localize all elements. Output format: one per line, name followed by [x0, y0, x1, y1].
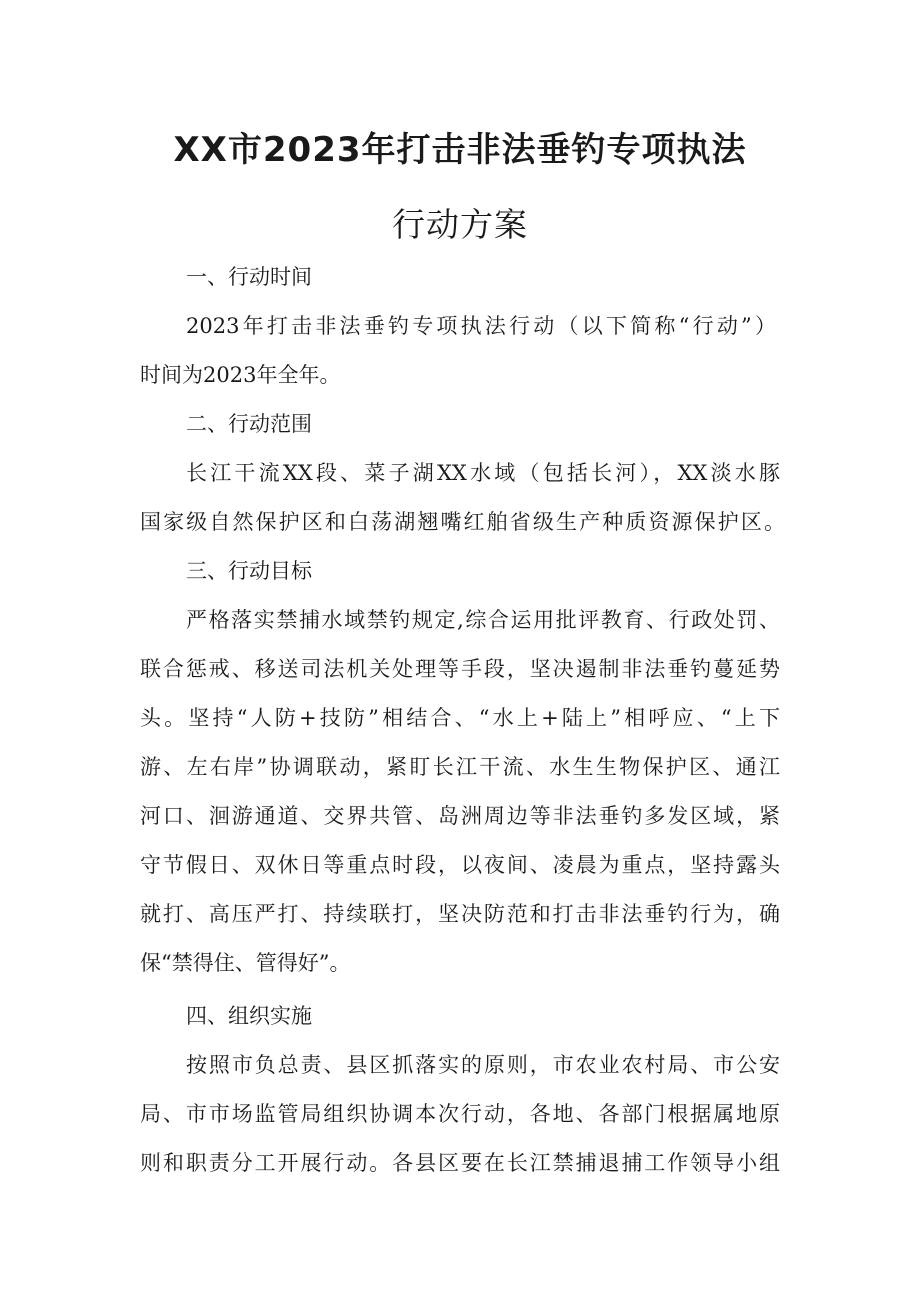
section-heading-time: 一、行动时间 [186, 265, 312, 289]
paragraph-line: 游、左右岸”协调联动，紧盯长江干流、水生生物保护区、通江 [140, 755, 780, 779]
paragraph-line: 守节假日、双休日等重点时段，以夜间、凌晨为重点，坚持露头 [140, 853, 780, 877]
paragraph-line: 国家级自然保护区和白荡湖翘嘴红舶省级生产种质资源保护区。 [140, 510, 785, 534]
paragraph-line: 保“禁得住、管得好”。 [140, 951, 351, 975]
paragraph-line: 长江干流XX段、菜子湖XX水域（包括长河），XX淡水豚 [186, 461, 780, 485]
document-title-line-1: XX市2023年打击非法垂钓专项执法 [173, 130, 747, 170]
paragraph-line: 2023年打击非法垂钓专项执法行动（以下简称“行动”） [186, 314, 776, 338]
paragraph-line: 严格落实禁捕水域禁钓规定,综合运用批评教育、行政处罚、 [186, 608, 780, 632]
paragraph-line: 就打、高压严打、持续联打，坚决防范和打击非法垂钓行为，确 [140, 902, 780, 926]
paragraph-line: 时间为2023年全年。 [140, 363, 341, 387]
section-heading-implementation: 四、组织实施 [186, 1004, 312, 1028]
document-title-line-2: 行动方案 [392, 205, 528, 244]
paragraph-line: 联合惩戒、移送司法机关处理等手段，坚决遏制非法垂钓蔓延势 [140, 657, 780, 681]
paragraph-line: 按照市负总责、县区抓落实的原则，市农业农村局、市公安 [186, 1053, 780, 1077]
paragraph-line: 局、市市场监管局组织协调本次行动，各地、各部门根据属地原 [140, 1102, 780, 1126]
paragraph-line: 头。坚持“人防+技防”相结合、“水上+陆上”相呼应、“上下 [140, 706, 780, 730]
section-heading-scope: 二、行动范围 [186, 412, 312, 436]
paragraph-line: 则和职责分工开展行动。各县区要在长江禁捕退捕工作领导小组 [140, 1151, 780, 1175]
section-heading-goal: 三、行动目标 [186, 559, 312, 583]
paragraph-line: 河口、洄游通道、交界共管、岛洲周边等非法垂钓多发区域，紧 [140, 804, 780, 828]
